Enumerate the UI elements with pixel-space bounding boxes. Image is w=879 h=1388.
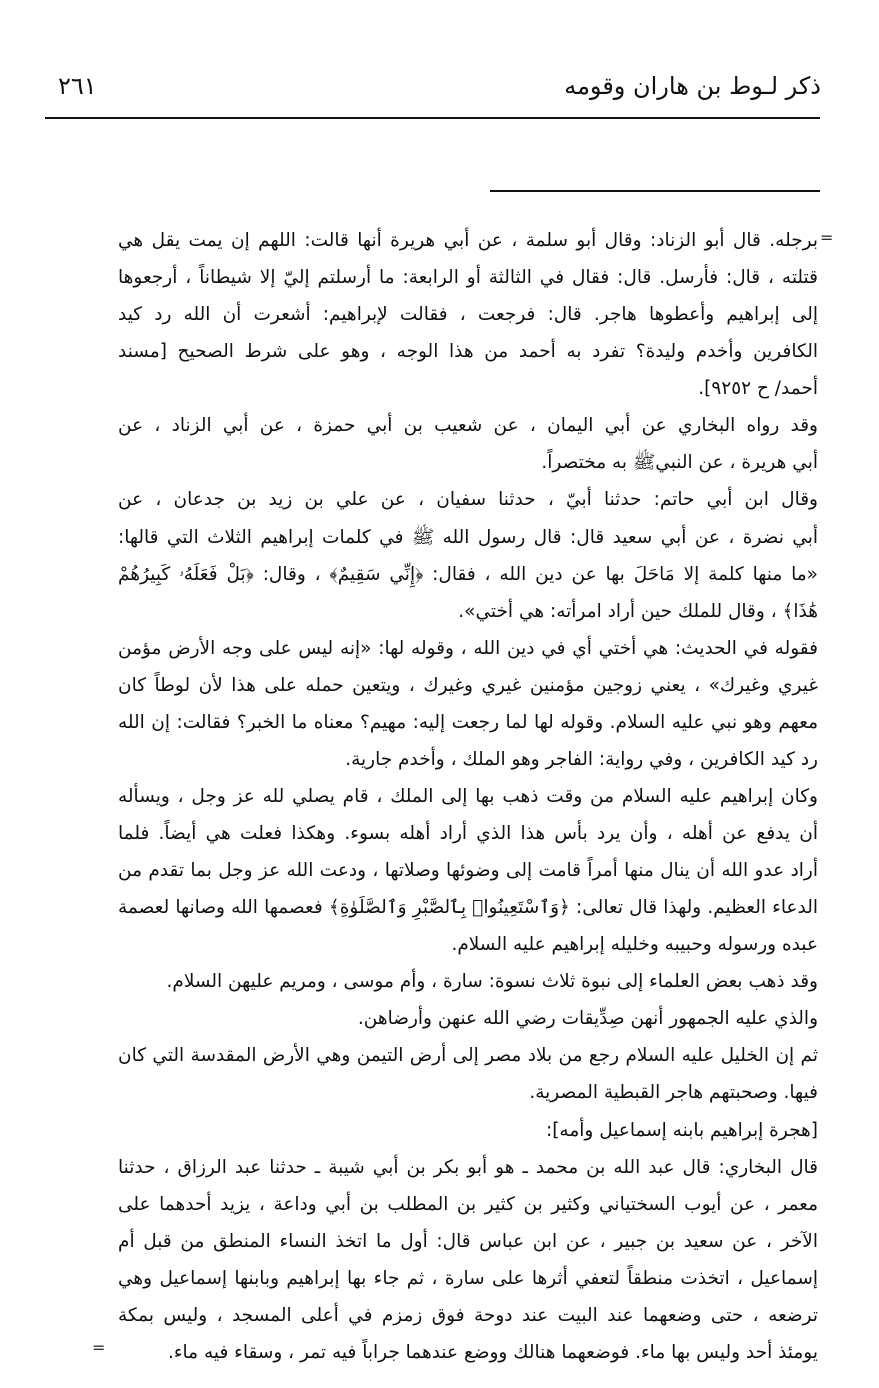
running-header-title: ذكر لـوط بن هاران وقومه bbox=[564, 72, 821, 100]
text-line: قتلته ، قال: فأرسل. قال: فقال في الثالثة أو الرابعة: ما أرسلتم إليّ إلا شيطاناً ، أرجعوها bbox=[118, 267, 818, 289]
text-line: فقوله في الحديث: هي أختي أي في دين الله ، وقوله لها: «إنه ليس على وجه الأرض مؤمن bbox=[118, 637, 818, 659]
text-line: أبي هريرة ، عن النبيﷺ به مختصراً. bbox=[541, 452, 818, 474]
header-rule bbox=[45, 117, 820, 119]
text-line: [هجرة إبراهيم بابنه إسماعيل وأمه]: bbox=[545, 1119, 818, 1141]
text-line: غيري وغيرك» ، يعني زوجين مؤمنين غيري وغيرك ، ويتعين حمله على هذا لأن لوطاً كان bbox=[118, 674, 818, 696]
text-line: الآخر ، عن سعيد بن جبير ، عن ابن عباس قال: أول ما اتخذ النساء المنطق من قبل أم bbox=[118, 1230, 818, 1252]
text-line: معهم وهو نبي عليه السلام. وقوله لها لما رجعت إليه: مهيم؟ معناه ما الخبر؟ فقالت: إن الله bbox=[118, 711, 818, 733]
continuation-marker-start: = bbox=[820, 228, 834, 247]
text-line: الدعاء العظيم. ولهذا قال تعالى: ﴿وَٱسْتَعِينُوا۟ بِٱلصَّبْرِ وَٱلصَّلَوٰةِ﴾ فعصمها الله وصانها لعصمة bbox=[118, 897, 818, 919]
text-line: وقال ابن أبي حاتم: حدثنا أبيّ ، حدثنا سفيان ، عن علي بن زيد بن جدعان ، عن bbox=[118, 489, 818, 511]
text-line: هَٰذَا﴾ ، وقال للملك حين أراد امرأته: هي أختي». bbox=[458, 600, 818, 622]
text-line: وقد رواه البخاري عن أبي اليمان ، عن شعيب بن أبي حمزة ، عن أبي الزناد ، عن bbox=[118, 415, 818, 437]
text-line: برجله. قال أبو الزناد: وقال أبو سلمة ، عن أبي هريرة أنها قالت: اللهم إن يمت يقل هي bbox=[118, 230, 818, 251]
text-line: أراد عدو الله أن ينال منها أمراً قامت إلى وضوئها وصلاتها ، ودعت الله عز وجل بما تقدم من bbox=[118, 860, 818, 882]
text-line: أحمد/ ح ٩٢٥٢]. bbox=[698, 378, 818, 400]
text-line: عبده ورسوله وحبيبه وخليله إبراهيم عليه السلام. bbox=[451, 934, 818, 956]
text-line: أبي نضرة ، عن أبي سعيد قال: قال رسول الله ﷺ في كلمات إبراهيم الثلاث التي قالها: bbox=[118, 526, 818, 548]
text-line: يومئذ أحد وليس بها ماء. فوضعهما هنالك ووضع عندهما جراباً فيه تمر ، وسقاء فيه ماء. bbox=[167, 1341, 818, 1363]
page-number: ٢٦١ bbox=[58, 72, 97, 100]
text-line: إلى إبراهيم وأعطوها هاجر. قال: فرجعت ، فقالت لإبراهيم: أشعرت أن الله رد كيد bbox=[118, 304, 818, 326]
text-line: وقد ذهب بعض العلماء إلى نبوة ثلاث نسوة: سارة ، وأم موسى ، ومريم عليهن السلام. bbox=[166, 971, 818, 993]
text-line: معمر ، عن أيوب السختياني وكثير بن كثير بن المطلب بن أبي وداعة ، يزيد أحدهما على bbox=[118, 1193, 818, 1215]
text-line: والذي عليه الجمهور أنهن صِدِّيقات رضي الله عنهن وأرضاهن. bbox=[357, 1008, 818, 1030]
text-line: الكافرين وأخدم وليدة؟ تفرد به أحمد من هذا الوجه ، وهو على شرط الصحيح [مسند bbox=[118, 341, 818, 363]
text-line: إسماعيل ، اتخذت منطقاً لتعفي أثرها على سارة ، ثم جاء بها إبراهيم وبابنها إسماعيل وهي bbox=[118, 1267, 818, 1289]
continuation-marker-end: = bbox=[92, 1338, 106, 1357]
text-line: «ما منها كلمة إلا مَاحَلَ بها عن دين الله ، فقال: ﴿إِنِّي سَقِيمٌ﴾ ، وقال: ﴿بَلْ فَعَلَهُۥ كَبِيرُهُمْ bbox=[118, 563, 818, 585]
text-line: رد كيد الكافرين ، وفي رواية: الفاجر وهو الملك ، وأخدم جارية. bbox=[345, 748, 818, 770]
text-line: وكان إبراهيم عليه السلام من وقت ذهب بها إلى الملك ، قام يصلي لله عز وجل ، ويسأله bbox=[118, 785, 818, 807]
text-line: فيها. وصحبتهم هاجر القبطية المصرية. bbox=[529, 1082, 818, 1104]
footnote-body bbox=[118, 222, 818, 1371]
text-line: أن يدفع عن أهله ، وأن يرد بأس هذا الذي أراد أهله بسوء. وهكذا فعلت هي أيضاً. فلما bbox=[118, 823, 818, 844]
text-line: ثم إن الخليل عليه السلام رجع من بلاد مصر إلى أرض التيمن وهي الأرض المقدسة التي كان bbox=[118, 1045, 818, 1067]
text-line: ترضعه ، حتى وضعهما عند البيت عند دوحة فوق زمزم في أعلى المسجد ، وليس بمكة bbox=[118, 1304, 818, 1326]
text-line: قال البخاري: قال عبد الله بن محمد ـ هو أبو بكر بن أبي شيبة ـ حدثنا عبد الرزاق ، حدثنا bbox=[118, 1156, 818, 1178]
footnote-separator bbox=[490, 190, 820, 192]
